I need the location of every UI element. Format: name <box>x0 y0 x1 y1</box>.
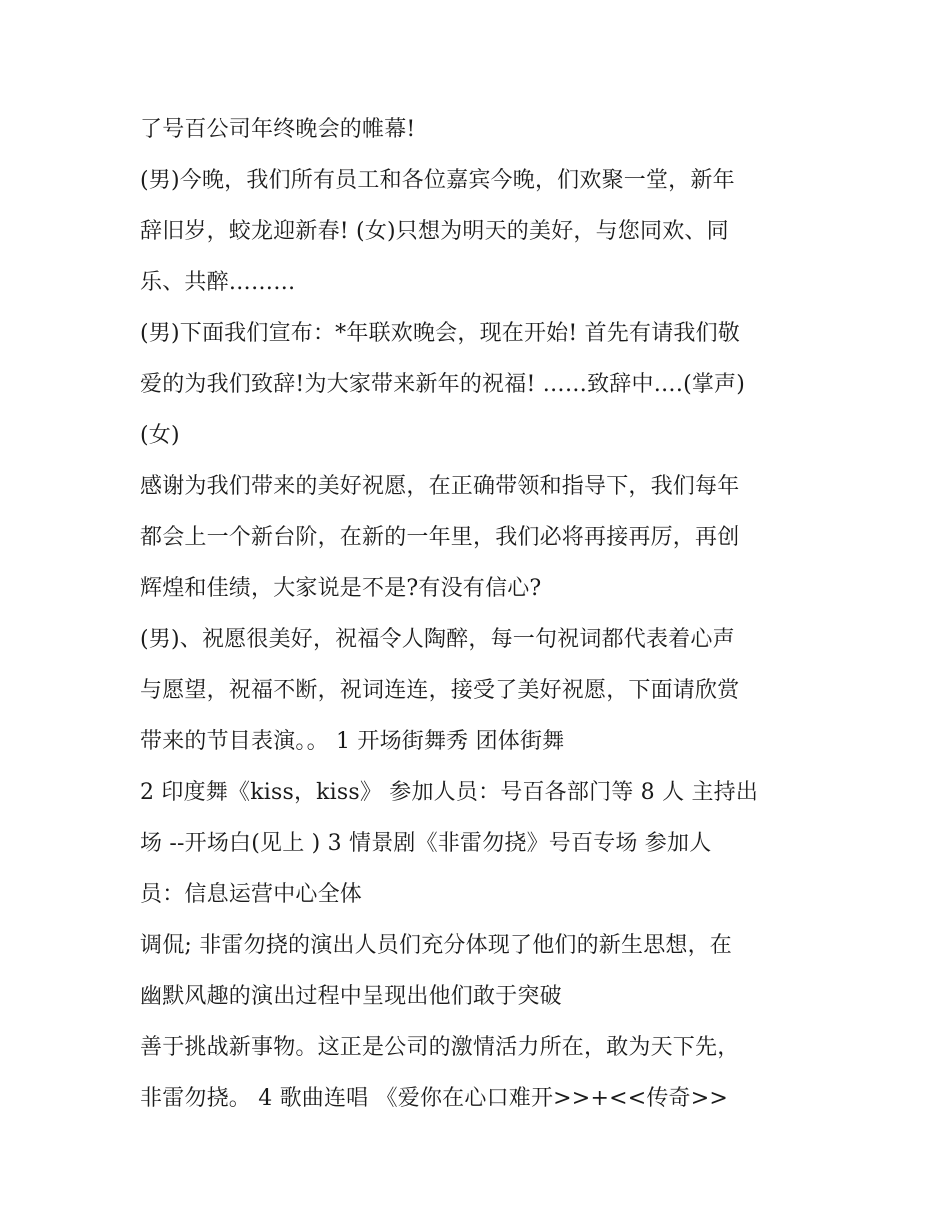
text-line: 辞旧岁，蛟龙迎新春! (女)只想为明天的美好，与您同欢、同 <box>140 219 729 244</box>
text-line: 幽默风趣的演出过程中呈现出他们敢于突破 <box>140 984 562 1009</box>
text-line: 了号百公司年终晚会的帷幕! <box>140 117 416 142</box>
text-line: (男)下面我们宣布：*年联欢晚会，现在开始! 首先有请我们敬 <box>140 321 741 346</box>
text-line: 调侃; 非雷勿挠的演出人员们充分体现了他们的新生思想，在 <box>140 933 733 958</box>
text-line: (女) <box>140 423 180 448</box>
text-line: 都会上一个新台阶，在新的一年里，我们必将再接再厉，再创 <box>140 525 740 550</box>
text-line: 与愿望，祝福不断，祝词连连，接受了美好祝愿，下面请欣赏 <box>140 678 740 703</box>
text-line: 感谢为我们带来的美好祝愿，在正确带领和指导下，我们每年 <box>140 474 740 499</box>
text-line: 2 印度舞《kiss，kiss》 参加人员：号百各部门等 8 人 主持出 <box>140 780 759 805</box>
document-body <box>140 104 820 1124</box>
text-line: 场 --开场白(见上 ) 3 情景剧《非雷勿挠》号百专场 参加人 <box>140 831 712 856</box>
text-line: 非雷勿挠。 4 歌曲连唱 《爱你在心口难开>>+<<传奇>> <box>140 1086 729 1111</box>
text-line: 带来的节目表演。。 1 开场街舞秀 团体街舞 <box>140 729 565 754</box>
text-line: 乐、共醉……… <box>140 270 296 295</box>
text-line: (男)、祝愿很美好，祝福令人陶醉，每一句祝词都代表着心声 <box>140 627 735 652</box>
text-line: 辉煌和佳绩，大家说是不是?有没有信心? <box>140 576 542 601</box>
text-line: (男)今晚，我们所有员工和各位嘉宾今晚，们欢聚一堂，新年 <box>140 168 735 193</box>
text-line: 善于挑战新事物。这正是公司的激情活力所在，敢为天下先， <box>140 1035 740 1060</box>
text-line: 爱的为我们致辞!为大家带来新年的祝福! ……致辞中….(掌声) <box>140 372 746 397</box>
text-line: 员：信息运营中心全体 <box>140 882 363 907</box>
